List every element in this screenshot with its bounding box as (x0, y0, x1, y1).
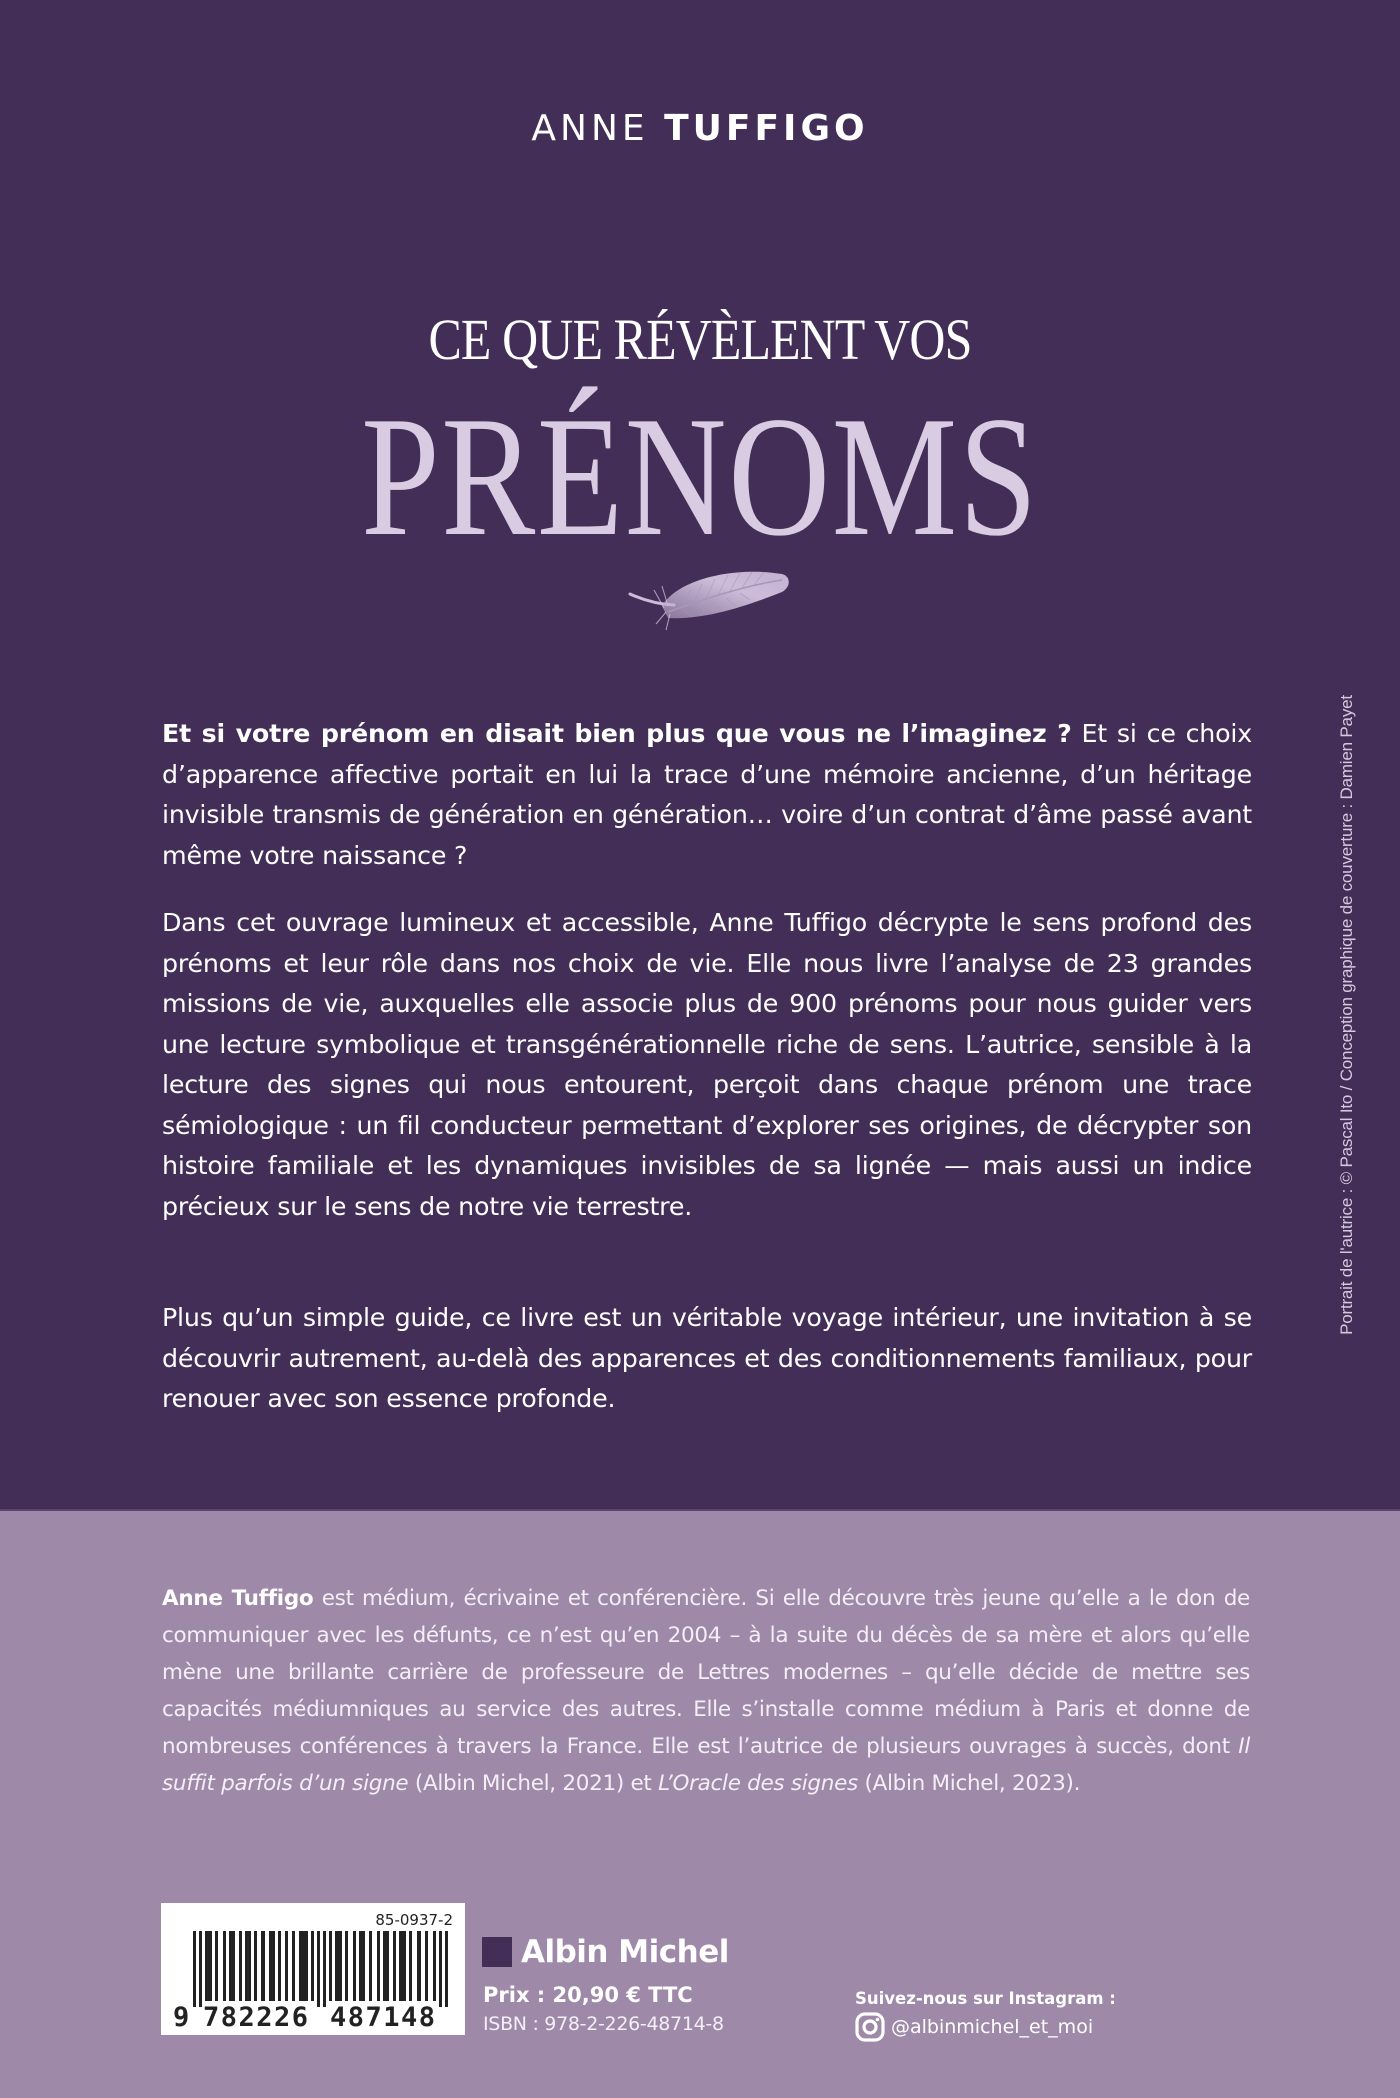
blurb-paragraph-2: Dans cet ouvrage lumineux et accessible, Anne Tuffigo décrypte le sens profond des prénoms et leur rôle dans nos choix de vie. Elle nous livre l’analyse de 23 grandes missions de vie, auxquelles elle associe plus de 900 prénoms pour nous guider vers une lecture symbolique et transgénérationnelle riche de sens. L’autrice, sensible à la lecture des signes qui nous entourent, perçoit dans chaque prénom une trace sémiologique : un fil conducteur permettant d’explorer ses origines, de décrypter son histoire familiale et les dynamiques invisibles de sa lignée — mais aussi un indice précieux sur le sens de notre vie terrestre. (162, 908, 1252, 1221)
barcode-bars-icon (193, 1931, 451, 2007)
bio-author-name: Anne Tuffigo (162, 1586, 314, 1611)
blurb-p1-text: Et si ce choix d’apparence affective portait en lui la trace d’une mémoire ancienne, d’un héritage invisible transmis de génération en génération… voire d’un contrat d’âme passé avant même votre naissance ? (162, 719, 1252, 870)
cover-credit: Portrait de l'autrice : © Pascal Ito / Conception graphique de couverture : Damien Payet (1337, 695, 1356, 1335)
book-subtitle: CE QUE RÉVÈLENT VOS (428, 307, 972, 372)
barcode-digits-left: 782226 (203, 2002, 310, 2033)
blurb-paragraph-3: Plus qu’un simple guide, ce livre est un véritable voyage intérieur, une invitation à se découvrir autrement, au-delà des apparences et des conditionnements familiaux, pour renouer avec son essence profonde. (162, 1303, 1252, 1413)
bio-text: (Albin Michel, 2021) et (408, 1771, 659, 1796)
barcode-code: 85-0937-2 (375, 1911, 453, 1929)
bio-text: (Albin Michel, 2023). (857, 1771, 1081, 1796)
barcode-digit-first: 9 (173, 2002, 191, 2033)
author-name (0, 107, 1400, 151)
book-title: PRÉNOMS (361, 382, 1039, 572)
author-last-name: TUFFIGO (664, 108, 869, 149)
barcode (161, 1903, 465, 2035)
blurb-hook: Et si votre prénom en disait bien plus que vous ne l’imaginez ? (162, 719, 1072, 748)
publisher-square-icon (482, 1937, 512, 1967)
price: Prix : 20,90 € TTC (483, 1983, 693, 2007)
instagram-icon (855, 2012, 885, 2042)
publisher-logo (482, 1934, 729, 1970)
feather-icon (622, 560, 794, 638)
instagram-handle[interactable]: @albinmichel_et_moi (891, 2016, 1094, 2038)
bio-book-title-2: L’Oracle des signes (658, 1771, 858, 1796)
instagram-link[interactable] (855, 2012, 1093, 2042)
instagram-follow-label: Suivez-nous sur Instagram : (855, 1989, 1116, 2008)
bio-text: est médium, écrivaine et conférencière. Si elle découvre très jeune qu’elle a le don de communiquer avec les défunts, ce n’est qu’en 2004 – à la suite du décès de sa mère et alors qu’elle mène une brillante carrière de professeure de Lettres modernes – qu’elle décide de mettre ses capacités médiumniques au service des autres. Elle s’installe comme médium à Paris et donne de nombreuses conférences à travers la France. Elle est l’autrice de plusieurs ouvrages à succès, dont (162, 1586, 1250, 1759)
author-first-name: ANNE (531, 108, 649, 149)
author-bio (162, 1580, 1250, 1802)
bio-book-title-1: Il suffit parfois d’un signe (162, 1734, 1250, 1796)
publisher-name: Albin Michel (521, 1934, 729, 1970)
isbn: ISBN : 978-2-226-48714-8 (483, 2013, 724, 2035)
blurb-paragraph-1 (162, 714, 1252, 876)
barcode-digits-right: 487148 (330, 2002, 437, 2033)
